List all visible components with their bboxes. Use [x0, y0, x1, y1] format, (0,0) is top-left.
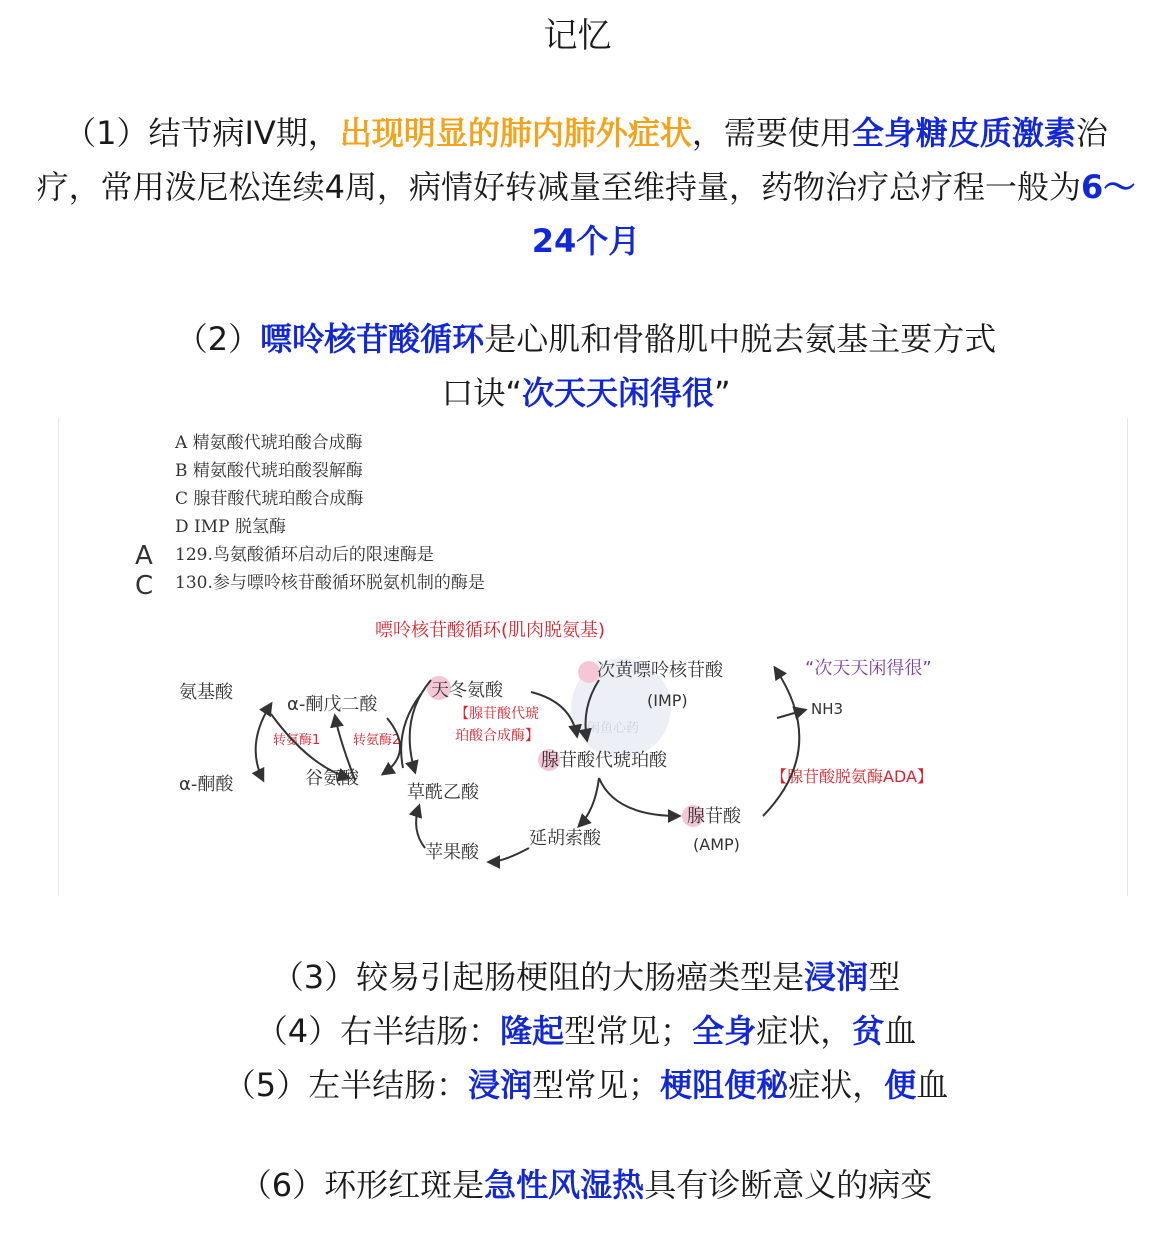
item-2-mnemonic: 次天天闲得很: [522, 374, 715, 412]
enzyme-transaminase-1: 转氨酶1: [273, 733, 321, 748]
node-nh3: NH3: [811, 700, 844, 718]
arrow-amino-keto: [256, 704, 271, 780]
node-aspartate: 天冬氨酸: [431, 680, 503, 701]
node-fumarate: 延胡索酸: [529, 828, 601, 849]
question-129: 129.鸟氨酸循环启动后的限速酶是: [175, 545, 434, 565]
diagram-title: 嘌呤核苷酸循环(肌肉脱氨基): [375, 620, 606, 641]
arrow-fumarate-malate: [489, 848, 529, 862]
answer-129: A: [135, 541, 153, 571]
arrow-amp-imp: [763, 668, 799, 816]
arrow-to-amp: [599, 778, 679, 816]
node-amp: 腺苷酸: [687, 806, 741, 827]
option-d: D IMP 脱氢酶: [175, 517, 286, 537]
svg-text:闲鱼心药: 闲鱼心药: [587, 721, 640, 736]
item-1-highlight-symptoms: 出现明显的肺内肺外症状: [339, 114, 692, 152]
item-2-highlight-cycle: 嘌呤核苷酸循环: [260, 320, 485, 358]
node-malate: 苹果酸: [425, 842, 479, 863]
node-keto-acid: α-酮酸: [179, 774, 234, 795]
diagram-mnemonic: “次天天闲得很”: [805, 658, 932, 679]
node-imp: 次黄嘌呤核苷酸: [597, 660, 723, 681]
option-a: A 精氨酸代琥珀酸合成酶: [175, 433, 363, 453]
memo-item-3: （3）较易引起肠梗阻的大肠癌类型是浸润型: [271, 958, 901, 996]
enzyme-synthetase-line1: 【腺苷酸代琥: [455, 706, 539, 722]
memo-item-6: （6）环形红斑是急性风湿热具有诊断意义的病变: [239, 1166, 933, 1204]
enzyme-transaminase-2: 转氨酶2: [353, 733, 401, 748]
option-b: B 精氨酸代琥珀酸裂解酶: [175, 461, 363, 481]
option-c: C 腺苷酸代琥珀酸合成酶: [175, 489, 364, 509]
page-title: 记忆: [543, 16, 612, 56]
node-adenylosuccinate: 腺苷酸代琥珀酸: [541, 750, 667, 771]
node-ketoglutarate: α-酮戊二酸: [287, 694, 378, 715]
arrow-to-fumarate: [579, 778, 599, 826]
enzyme-ada: 【腺苷酸脱氨酶ADA】: [771, 767, 933, 786]
answer-130: C: [135, 571, 154, 601]
enzyme-synthetase-line2: 珀酸合成酶】: [455, 728, 539, 744]
arrow-malate-oxaloacetate: [416, 806, 425, 848]
node-amp-abbr: (AMP): [693, 835, 740, 854]
item-1-highlight-duration: 6～24个月: [531, 168, 1136, 260]
arrow-to-nh3: [777, 710, 805, 718]
item-1-text: （1）结节病IV期，: [64, 114, 340, 152]
node-glutamate: 谷氨酸: [305, 768, 359, 789]
node-amino-acid: 氨基酸: [179, 682, 233, 703]
question-130: 130.参与嘌呤核苷酸循环脱氨机制的酶是: [175, 573, 485, 593]
memo-item-4: （4）右半结肠：隆起型常见；全身症状，贫血: [255, 1012, 917, 1050]
item-1-highlight-drug: 全身糖皮质激素: [851, 114, 1076, 152]
purine-cycle-figure: [58, 418, 1128, 896]
node-imp-abbr: (IMP): [647, 691, 688, 710]
memo-item-5: （5）左半结肠：浸润型常见；梗阻便秘症状，便血: [223, 1066, 949, 1104]
item-3-highlight: 浸润: [804, 958, 869, 996]
item-6-highlight: 急性风湿热: [484, 1166, 645, 1204]
memo-item-2: （2）嘌呤核苷酸循环是心肌和骨骼肌中脱去氨基主要方式 口诀“次天天闲得很”: [175, 320, 997, 412]
memo-item-1: （1）结节病IV期，出现明显的肺内肺外症状，需要使用全身糖皮质激素治疗，常用泼尼松连续4周，病情好转减量至维持量，药物治疗总疗程一般为6～24个月: [36, 114, 1136, 260]
node-oxaloacetate: 草酰乙酸: [407, 782, 479, 803]
